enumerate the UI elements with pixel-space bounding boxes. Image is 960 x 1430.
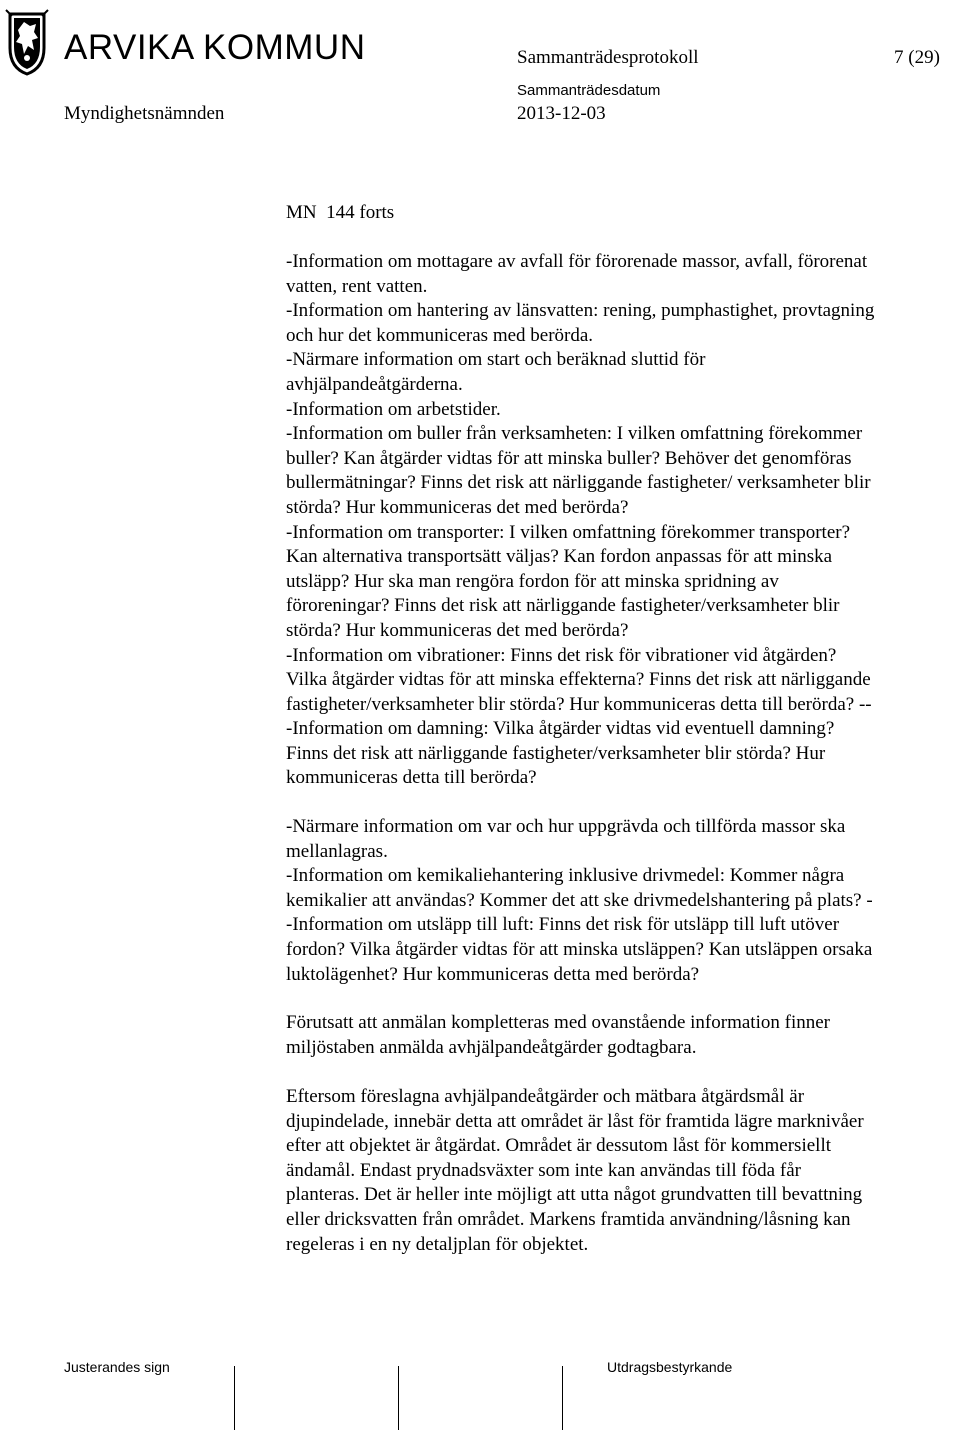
text-line: utsläpp? Hur ska man rengöra fordon för att minska spridning av xyxy=(286,570,779,592)
text-line: luktolägenhet? Hur kommuniceras detta med berörda? xyxy=(286,963,700,985)
text-line: regeleras i en ny detaljplan för objektet. xyxy=(286,1233,589,1255)
signature-divider xyxy=(562,1366,563,1430)
text-line: avhjälpandeåtgärderna. xyxy=(286,373,463,395)
text-line: planteras. Det är heller inte möjligt att utta något grundvatten till bevattning xyxy=(286,1184,863,1206)
excerpt-certification-label: Utdragsbestyrkande xyxy=(607,1359,733,1375)
text-line: djupindelade, innebär detta att området är låst för framtida lägre marknivåer xyxy=(286,1110,864,1132)
paragraph-block xyxy=(286,1011,956,1060)
text-line: Vilka åtgärder vidtas för att minska effekterna? Finns det risk att närliggande xyxy=(286,669,871,691)
text-line: -Information om vibrationer: Finns det risk för vibrationer vid åtgärden? xyxy=(286,644,837,666)
text-line: -Information om transporter: I vilken omfattning förekommer transporter? xyxy=(286,521,851,543)
text-line: -Information om hantering av länsvatten: rening, pumphastighet, provtagning xyxy=(286,300,875,322)
text-line: Förutsatt att anmälan kompletteras med ovanstående information finner xyxy=(286,1012,830,1033)
text-line: -Information om buller från verksamheten: I vilken omfattning förekommer xyxy=(286,423,863,445)
text-line: föroreningar? Finns det risk att närliggande fastigheter/verksamheter blir xyxy=(286,595,840,617)
coat-of-arms-icon xyxy=(4,8,50,78)
committee-name: Myndighetsnämnden xyxy=(64,103,225,124)
text-line: -Information om kemikaliehantering inklusive drivmedel: Kommer några xyxy=(286,865,845,887)
text-line: mellanlagras. xyxy=(286,840,388,862)
text-line: eller dricksvatten från området. Markens framtida användning/låsning kan xyxy=(286,1208,851,1230)
text-line: buller? Kan åtgärder vidtas för att minska buller? Behöver det genomföras xyxy=(286,447,852,469)
text-line: Kan alternativa transportsätt väljas? Kan fordon anpassas för att minska xyxy=(286,546,833,568)
section-reference: MN 144 forts xyxy=(286,202,395,223)
signature-divider xyxy=(234,1366,235,1430)
text-line: och hur det kommuniceras med berörda. xyxy=(286,324,594,346)
text-line: Finns det risk att närliggande fastigheter/verksamheter blir störda? Hur xyxy=(286,742,826,764)
text-line: -Närmare information om var och hur uppgrävda och tillförda massor ska xyxy=(286,816,846,837)
text-line: störda? Hur kommuniceras det med berörda? xyxy=(286,619,629,641)
text-line: kemikalier att användas? Kommer det att ske drivmedelshantering på plats? - xyxy=(286,889,873,911)
text-line: vatten, rent vatten. xyxy=(286,275,428,297)
organization-name: ARVIKA KOMMUN xyxy=(64,28,366,67)
document-type: Sammanträdesprotokoll xyxy=(517,47,699,68)
page-number: 7 (29) xyxy=(894,47,940,68)
text-line: bullermätningar? Finns det risk att närliggande fastigheter/ verksamheter blir xyxy=(286,472,871,494)
text-line: -Information om utsläpp till luft: Finns det risk för utsläpp till luft utöver xyxy=(286,914,840,936)
text-line: -Information om damning: Vilka åtgärder vidtas vid eventuell damning? xyxy=(286,718,835,740)
signature-divider xyxy=(398,1366,399,1430)
text-line: fastigheter/verksamheter blir störda? Hur kommuniceras detta till berörda? -- xyxy=(286,693,872,715)
text-line: -Information om mottagare av avfall för förorenade massor, avfall, förorenat xyxy=(286,251,868,272)
paragraph-block xyxy=(286,1085,956,1257)
text-line: ändamål. Endast prydnadsväxter som inte kan användas till föda får xyxy=(286,1159,801,1181)
text-line: kommuniceras detta till berörda? xyxy=(286,767,537,789)
text-line: miljöstaben anmälda avhjälpandeåtgärder godtagbara. xyxy=(286,1036,697,1058)
text-line: -Närmare information om start och beräknad sluttid för xyxy=(286,349,706,371)
paragraph-block xyxy=(286,250,956,791)
meeting-date: 2013-12-03 xyxy=(517,103,606,124)
text-line: fordon? Vilka åtgärder vidtas för att minska utsläppen? Kan utsläppen orsaka xyxy=(286,938,873,960)
paragraph-block xyxy=(286,815,956,987)
justification-sign-label: Justerandes sign xyxy=(64,1359,170,1375)
text-line: Eftersom föreslagna avhjälpandeåtgärder och mätbara åtgärdsmål är xyxy=(286,1086,805,1107)
meeting-date-label: Sammanträdesdatum xyxy=(517,82,661,99)
text-line: efter att objektet är åtgärdat. Området är dessutom låst för kommersiellt xyxy=(286,1135,831,1157)
text-line: störda? Hur kommuniceras det med berörda? xyxy=(286,496,629,518)
text-line: -Information om arbetstider. xyxy=(286,398,501,420)
